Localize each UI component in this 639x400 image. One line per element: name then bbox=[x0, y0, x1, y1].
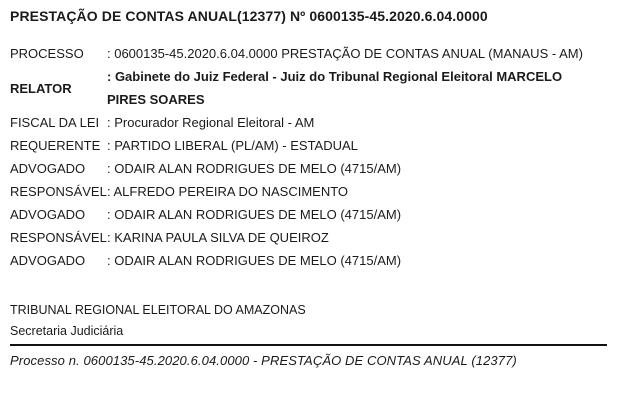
field-value: : KARINA PAULA SILVA DE QUEIROZ bbox=[107, 230, 329, 245]
field-label: RESPONSÁVEL bbox=[10, 184, 107, 199]
case-field-row bbox=[10, 65, 600, 111]
field-value: : 0600135-45.2020.6.04.0000 PRESTAÇÃO DE CONTAS ANUAL (MANAUS - AM) bbox=[107, 46, 583, 61]
field-value: : Procurador Regional Eleitoral - AM bbox=[107, 115, 315, 130]
field-label: RESPONSÁVEL bbox=[10, 230, 107, 245]
field-value: : PARTIDO LIBERAL (PL/AM) - ESTADUAL bbox=[107, 138, 358, 153]
case-field-row bbox=[10, 226, 600, 249]
footer-divider bbox=[10, 344, 607, 346]
field-value: : ODAIR ALAN RODRIGUES DE MELO (4715/AM) bbox=[107, 161, 402, 176]
field-value: : ALFREDO PEREIRA DO NASCIMENTO bbox=[107, 184, 349, 199]
case-field-row bbox=[10, 157, 600, 180]
footer-court-name: TRIBUNAL REGIONAL ELEITORAL DO AMAZONAS bbox=[10, 303, 306, 317]
case-fields-table bbox=[10, 42, 600, 272]
field-label: RELATOR bbox=[10, 80, 72, 96]
case-field-row bbox=[10, 249, 600, 272]
case-field-row bbox=[10, 111, 600, 134]
case-field-row bbox=[10, 42, 600, 65]
case-field-row bbox=[10, 180, 600, 203]
field-label: ADVOGADO bbox=[10, 161, 86, 176]
field-label: PROCESSO bbox=[10, 46, 84, 61]
field-label: ADVOGADO bbox=[10, 207, 86, 222]
field-label: FISCAL DA LEI bbox=[10, 115, 100, 130]
field-label: REQUERENTE bbox=[10, 138, 101, 153]
field-label: ADVOGADO bbox=[10, 253, 86, 268]
footer-process-line: Processo n. 0600135-45.2020.6.04.0000 - PRESTAÇÃO DE CONTAS ANUAL (12377) bbox=[10, 353, 517, 368]
case-field-row bbox=[10, 134, 600, 157]
document-title: PRESTAÇÃO DE CONTAS ANUAL(12377) Nº 0600135-45.2020.6.04.0000 bbox=[10, 8, 488, 24]
field-value: : Gabinete do Juiz Federal - Juiz do Tribunal Regional Eleitoral MARCELO PIRES SOARES bbox=[107, 69, 563, 107]
field-value: : ODAIR ALAN RODRIGUES DE MELO (4715/AM) bbox=[107, 253, 402, 268]
document-footer bbox=[10, 300, 627, 370]
field-value: : ODAIR ALAN RODRIGUES DE MELO (4715/AM) bbox=[107, 207, 402, 222]
footer-department: Secretaria Judiciária bbox=[10, 324, 124, 338]
case-field-row bbox=[10, 203, 600, 226]
